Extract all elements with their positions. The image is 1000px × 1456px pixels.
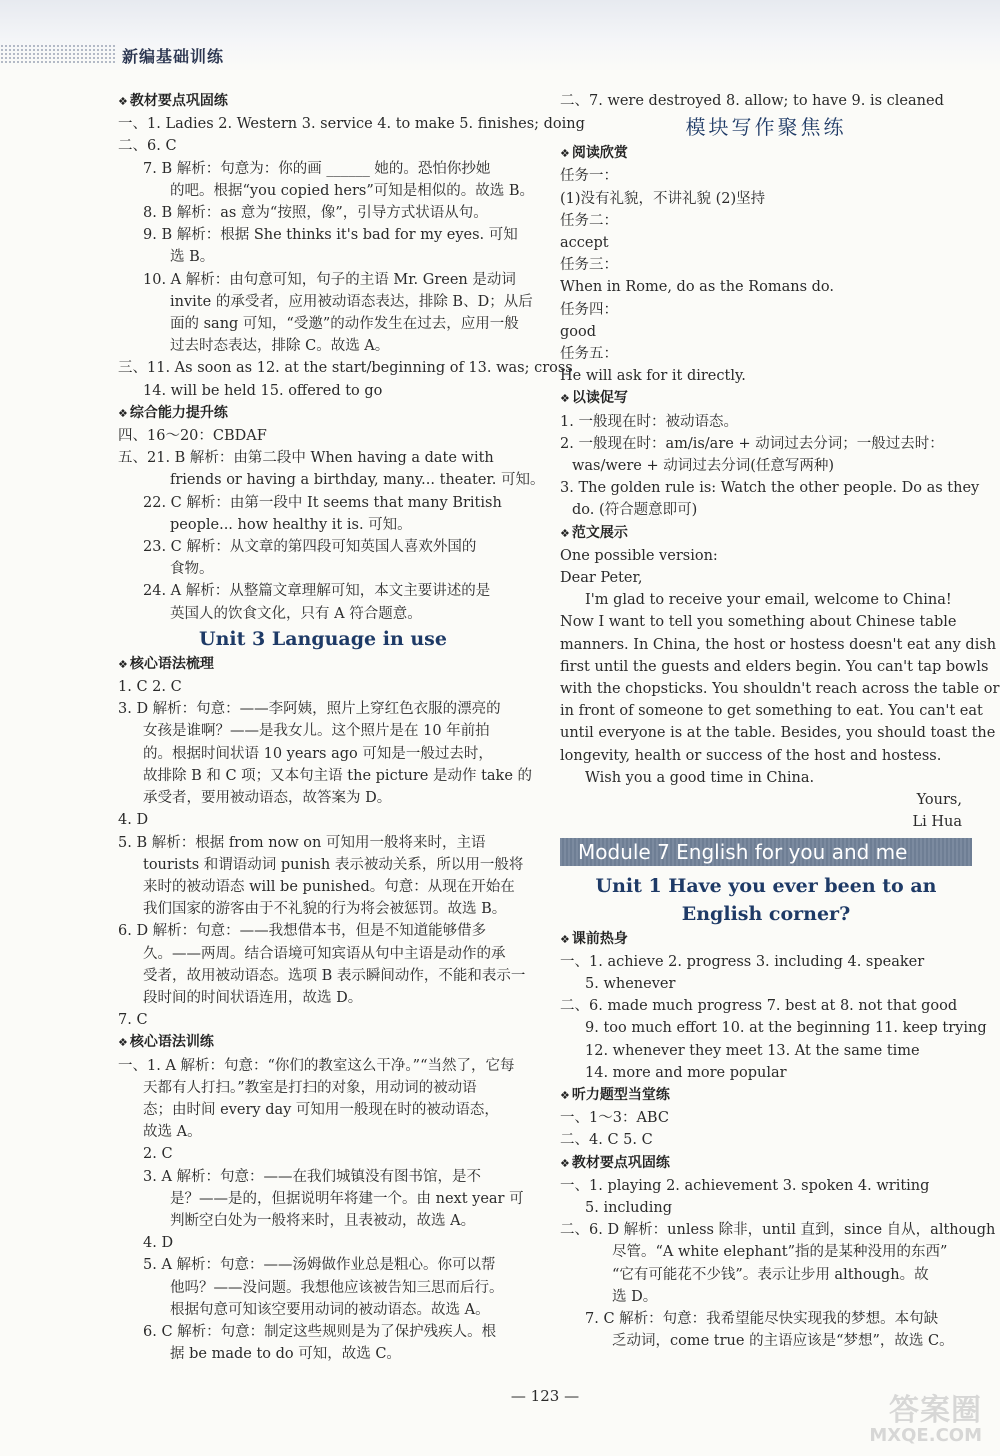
answer-line: 12. whenever they meet 13. At the same time bbox=[585, 1042, 920, 1059]
answer-line: good bbox=[560, 323, 597, 340]
answer-line: 根据句意可知该空要用动词的被动语态。故选 A。 bbox=[170, 1301, 490, 1318]
book-brand: 新编基础训练 bbox=[122, 47, 225, 66]
answer-line: 态；由时间 every day 可知用一般现在时的被动语态， bbox=[143, 1101, 499, 1118]
answer-line: 受者，故用被动语态。选项 B 表示瞬间动作，不能和表示一 bbox=[143, 967, 526, 984]
unit-title: English corner? bbox=[681, 902, 851, 925]
answer-line: 任务四： bbox=[560, 301, 618, 318]
module-section-title: 模块写作聚焦练 bbox=[685, 115, 847, 140]
answer-line: 三、11. As soon as 12. at the start/beginning of 13. was; cross bbox=[118, 360, 573, 377]
diamond-bullet-icon: ❖ bbox=[118, 95, 128, 108]
answer-line: 的吧。根据“you copied hers”可知是相似的。故选 B。 bbox=[170, 182, 534, 199]
answer-line: He will ask for it directly. bbox=[560, 368, 746, 385]
answer-line: 段时间的时间状语连用，故选 D。 bbox=[143, 989, 363, 1006]
module-banner: Module 7 English for you and me bbox=[560, 838, 972, 866]
answer-line: 四、16～20：CBDAF bbox=[118, 428, 267, 445]
section-heading-text: 课前热身 bbox=[571, 930, 628, 947]
answer-line: 一、1. achieve 2. progress 3. including 4. speaker bbox=[560, 953, 925, 970]
answer-line: Wish you a good time in China. bbox=[585, 769, 815, 786]
answer-line: longevity, health or success of the host and hostess. bbox=[560, 747, 942, 764]
answer-line: with the chopsticks. You shouldn't reach across the table or bbox=[560, 681, 1000, 698]
answer-line: When in Rome, do as the Romans do. bbox=[560, 279, 835, 296]
answer-line: 14. more and more popular bbox=[585, 1064, 787, 1081]
answer-line: 24. A 解析：从整篇文章理解可知，本文主要讲述的是 bbox=[143, 583, 491, 600]
answer-line: invite 的承受者，应用被动语态表达，排除 B、D；从后 bbox=[170, 293, 533, 310]
answer-line: 23. C 解析：从文章的第四段可知英国人喜欢外国的 bbox=[143, 539, 477, 556]
answer-line: 3. The golden rule is: Watch the other people. Do as they bbox=[560, 480, 980, 497]
section-heading bbox=[118, 402, 528, 425]
answer-line: 据 be made to do 可知，故选 C。 bbox=[170, 1346, 401, 1363]
answer-line: 5. including bbox=[585, 1199, 673, 1216]
answer-line: 过去时态表达，排除 C。故选 A。 bbox=[170, 338, 390, 355]
diamond-bullet-icon: ❖ bbox=[560, 1156, 570, 1170]
answer-line: 食物。 bbox=[170, 561, 214, 578]
answer-line: 一、1. Ladies 2. Western 3. service 4. to make 5. finishes; doing bbox=[118, 116, 585, 133]
answer-line: 1. 一般现在时：被动语态。 bbox=[560, 413, 738, 430]
diamond-bullet-icon: ❖ bbox=[560, 932, 570, 946]
right-column bbox=[560, 90, 1000, 1352]
section-heading-text: 综合能力提升练 bbox=[129, 404, 228, 421]
answer-line: until everyone is at the table. Besides, you should toast the bbox=[560, 725, 996, 742]
answer-line: 选 D。 bbox=[612, 1288, 658, 1305]
diamond-bullet-icon: ❖ bbox=[118, 406, 128, 420]
answer-line: 故选 A。 bbox=[143, 1124, 202, 1141]
unit-title: Unit 3 Language in use bbox=[199, 627, 447, 650]
section-heading bbox=[560, 928, 972, 951]
section-heading bbox=[118, 1031, 528, 1054]
answer-line: 二、7. were destroyed 8. allow; to have 9. is cleaned bbox=[560, 93, 944, 109]
answer-line: 二、6. D 解析：unless 除非，until 直到，since 自从，although bbox=[560, 1222, 996, 1239]
answer-line: 3. A 解析：句意：——在我们城镇没有图书馆，是不 bbox=[143, 1168, 482, 1185]
answer-line: 8. B 解析：as 意为“按照，像”，引导方式状语从句。 bbox=[143, 205, 488, 222]
answer-line: 任务三： bbox=[560, 257, 618, 274]
diamond-bullet-icon: ❖ bbox=[118, 1036, 128, 1050]
diamond-bullet-icon: ❖ bbox=[560, 526, 570, 540]
answer-line: manners. In China, the host or hostess doesn't eat any dish bbox=[560, 636, 997, 653]
section-heading bbox=[560, 387, 972, 410]
section-heading-text: 教材要点巩固练 bbox=[129, 93, 228, 109]
answer-line: 二、6. made much progress 7. best at 8. not that good bbox=[560, 998, 958, 1015]
answer-line: 故排除 B 和 C 项；又本句主语 the picture 是动作 take 的 bbox=[143, 767, 533, 784]
answer-line: 的。根据时间状语 10 years ago 可知是一般过去时， bbox=[143, 745, 493, 762]
section-heading-text: 教材要点巩固练 bbox=[571, 1154, 670, 1171]
section-heading bbox=[560, 1084, 972, 1107]
answer-line: 1. C 2. C bbox=[118, 679, 182, 696]
section-heading-text: 阅读欣赏 bbox=[571, 145, 628, 162]
unit-title: Unit 1 Have you ever been to an bbox=[595, 874, 937, 897]
answer-line: 一、1. A 解析：句意：“你们的教室这么干净。”“当然了，它每 bbox=[118, 1057, 515, 1074]
answer-line: 7. C bbox=[118, 1012, 148, 1029]
section-heading-text: 核心语法梳理 bbox=[129, 655, 214, 672]
section-heading bbox=[118, 90, 528, 113]
answer-line: 4. D bbox=[143, 1235, 174, 1252]
answer-line: 二、6. C bbox=[118, 138, 177, 155]
answer-line: first until the guests and elders begin. You can't tap bowls bbox=[560, 658, 989, 675]
answer-line: 是？——是的，但据说明年将建一个。由 next year 可 bbox=[170, 1190, 524, 1207]
answer-line: 7. C 解析：句意：我希望能尽快实现我的梦想。本句缺 bbox=[585, 1310, 939, 1327]
answer-line: 任务五： bbox=[560, 346, 618, 363]
answer-line: 6. C 解析：句意：制定这些规则是为了保护残疾人。根 bbox=[143, 1323, 497, 1340]
answer-line: 2. 一般现在时：am/is/are + 动词过去分词；一般过去时： bbox=[560, 435, 944, 452]
answer-line: 4. D bbox=[118, 812, 149, 829]
answer-line: in front of someone to get something to eat. You can't eat bbox=[560, 703, 983, 720]
section-heading bbox=[560, 1152, 972, 1175]
diamond-bullet-icon: ❖ bbox=[118, 657, 128, 671]
answer-line: was/were + 动词过去分词(任意写两种) bbox=[572, 458, 835, 475]
answer-line: do. (符合题意即可) bbox=[572, 502, 698, 519]
answer-line: 来时的被动语态 will be punished。句意：从现在开始在 bbox=[143, 878, 515, 895]
answer-line: tourists 和谓语动词 punish 表示被动关系，所以用一般将 bbox=[143, 856, 524, 873]
answer-line: 任务一： bbox=[560, 168, 618, 185]
answer-line: 判断空白处为一般将来时，且表被动，故选 A。 bbox=[170, 1212, 476, 1229]
section-heading-text: 以读促写 bbox=[571, 390, 628, 407]
answer-line: 他吗？——没问题。我想他应该被告知三思而后行。 bbox=[170, 1279, 504, 1296]
answer-line: 尽管。“A white elephant”指的是某种没用的东西” bbox=[612, 1244, 948, 1261]
answer-line: 任务二： bbox=[560, 212, 618, 229]
answer-line: 5. B 解析：根据 from now on 可知用一般将来时，主语 bbox=[118, 834, 486, 851]
answer-line: 14. will be held 15. offered to go bbox=[143, 382, 383, 399]
answer-line: 2. C bbox=[143, 1146, 173, 1163]
answer-line: One possible version: bbox=[560, 547, 718, 564]
page-number-value: 123 bbox=[530, 1387, 560, 1405]
answer-line: 二、4. C 5. C bbox=[560, 1132, 653, 1149]
answer-line: 3. D 解析：句意：——李阿姨，照片上穿红色衣服的漂亮的 bbox=[118, 701, 501, 718]
page-header bbox=[0, 0, 1000, 72]
answer-line: 5. whenever bbox=[585, 975, 676, 992]
diamond-bullet-icon: ❖ bbox=[560, 1088, 570, 1102]
letter-signoff: Li Hua bbox=[912, 814, 962, 831]
answer-line: 五、21. B 解析：由第二段中 When having a date with bbox=[118, 450, 494, 467]
answer-line: 10. A 解析：由句意可知，句子的主语 Mr. Green 是动词 bbox=[143, 271, 516, 288]
section-heading-text: 核心语法训练 bbox=[129, 1034, 214, 1051]
answer-line: Now I want to tell you something about Chinese table bbox=[560, 614, 957, 631]
section-heading-text: 范文展示 bbox=[571, 524, 628, 541]
answer-line: 9. B 解析：根据 She thinks it's bad for my eyes. 可知 bbox=[143, 227, 518, 244]
answer-line: 面的 sang 可知，“受邀”的动作发生在过去，应用一般 bbox=[170, 316, 519, 333]
letter-signoff: Yours, bbox=[916, 792, 962, 809]
answer-line: 6. D 解析：句意：——我想借本书，但是不知道能够借多 bbox=[118, 923, 487, 940]
answer-line: 英国人的饮食文化，只有 A 符合题意。 bbox=[170, 605, 422, 622]
answer-line: 9. too much effort 10. at the beginning 11. keep trying bbox=[585, 1020, 987, 1037]
diamond-bullet-icon: ❖ bbox=[560, 392, 570, 406]
header-dot-pattern bbox=[0, 44, 115, 64]
answer-line: Dear Peter, bbox=[560, 570, 643, 587]
answer-line: 一、1～3：ABC bbox=[560, 1110, 669, 1127]
answer-line: 5. A 解析：句意：——汤姆做作业总是粗心。你可以帮 bbox=[143, 1257, 496, 1274]
answer-line: (1)没有礼貌，不讲礼貌 (2)坚持 bbox=[560, 190, 766, 207]
answer-line: 承受者，要用被动语态，故答案为 D。 bbox=[143, 790, 392, 807]
page-number: — 123 — bbox=[510, 1387, 580, 1405]
section-heading-text: 听力题型当堂练 bbox=[571, 1086, 670, 1103]
watermark-url: MXQE.COM bbox=[869, 1425, 982, 1446]
answer-line: 我们国家的游客由于不礼貌的行为将会被惩罚。故选 B。 bbox=[143, 901, 507, 918]
answer-line: 女孩是谁啊？——是我女儿。这个照片是在 10 年前拍 bbox=[143, 723, 490, 740]
answer-line: “它有可能花不少钱”。表示让步用 although。故 bbox=[612, 1266, 929, 1283]
answer-line: accept bbox=[560, 235, 609, 252]
answer-line: 7. B 解析：句意为：你的画 ______ 她的。恐怕你抄她 bbox=[143, 160, 491, 177]
answer-line: 乏动词，come true 的主语应该是“梦想”，故选 C。 bbox=[612, 1333, 954, 1350]
diamond-bullet-icon: ❖ bbox=[560, 147, 570, 161]
watermark-logo: 答案圈 bbox=[889, 1393, 982, 1428]
answer-line: 一、1. playing 2. achievement 3. spoken 4. writing bbox=[560, 1177, 930, 1194]
section-heading bbox=[560, 142, 972, 165]
answer-line: 天都有人打扫。”教室是打扫的对象，用动词的被动语 bbox=[143, 1079, 477, 1096]
section-heading bbox=[118, 653, 528, 676]
answer-line: 22. C 解析：由第一段中 It seems that many British bbox=[143, 494, 502, 511]
answer-line: I'm glad to receive your email, welcome to China! bbox=[585, 592, 952, 609]
answer-line: people... how healthy it is. 可知。 bbox=[170, 516, 412, 533]
section-heading bbox=[560, 522, 972, 545]
answer-line: friends or having a birthday, many... theater. 可知。 bbox=[170, 472, 545, 489]
answer-line: 选 B。 bbox=[170, 249, 215, 266]
answer-line: 久。——两周。结合语境可知宾语从句中主语是动作的承 bbox=[143, 945, 506, 962]
